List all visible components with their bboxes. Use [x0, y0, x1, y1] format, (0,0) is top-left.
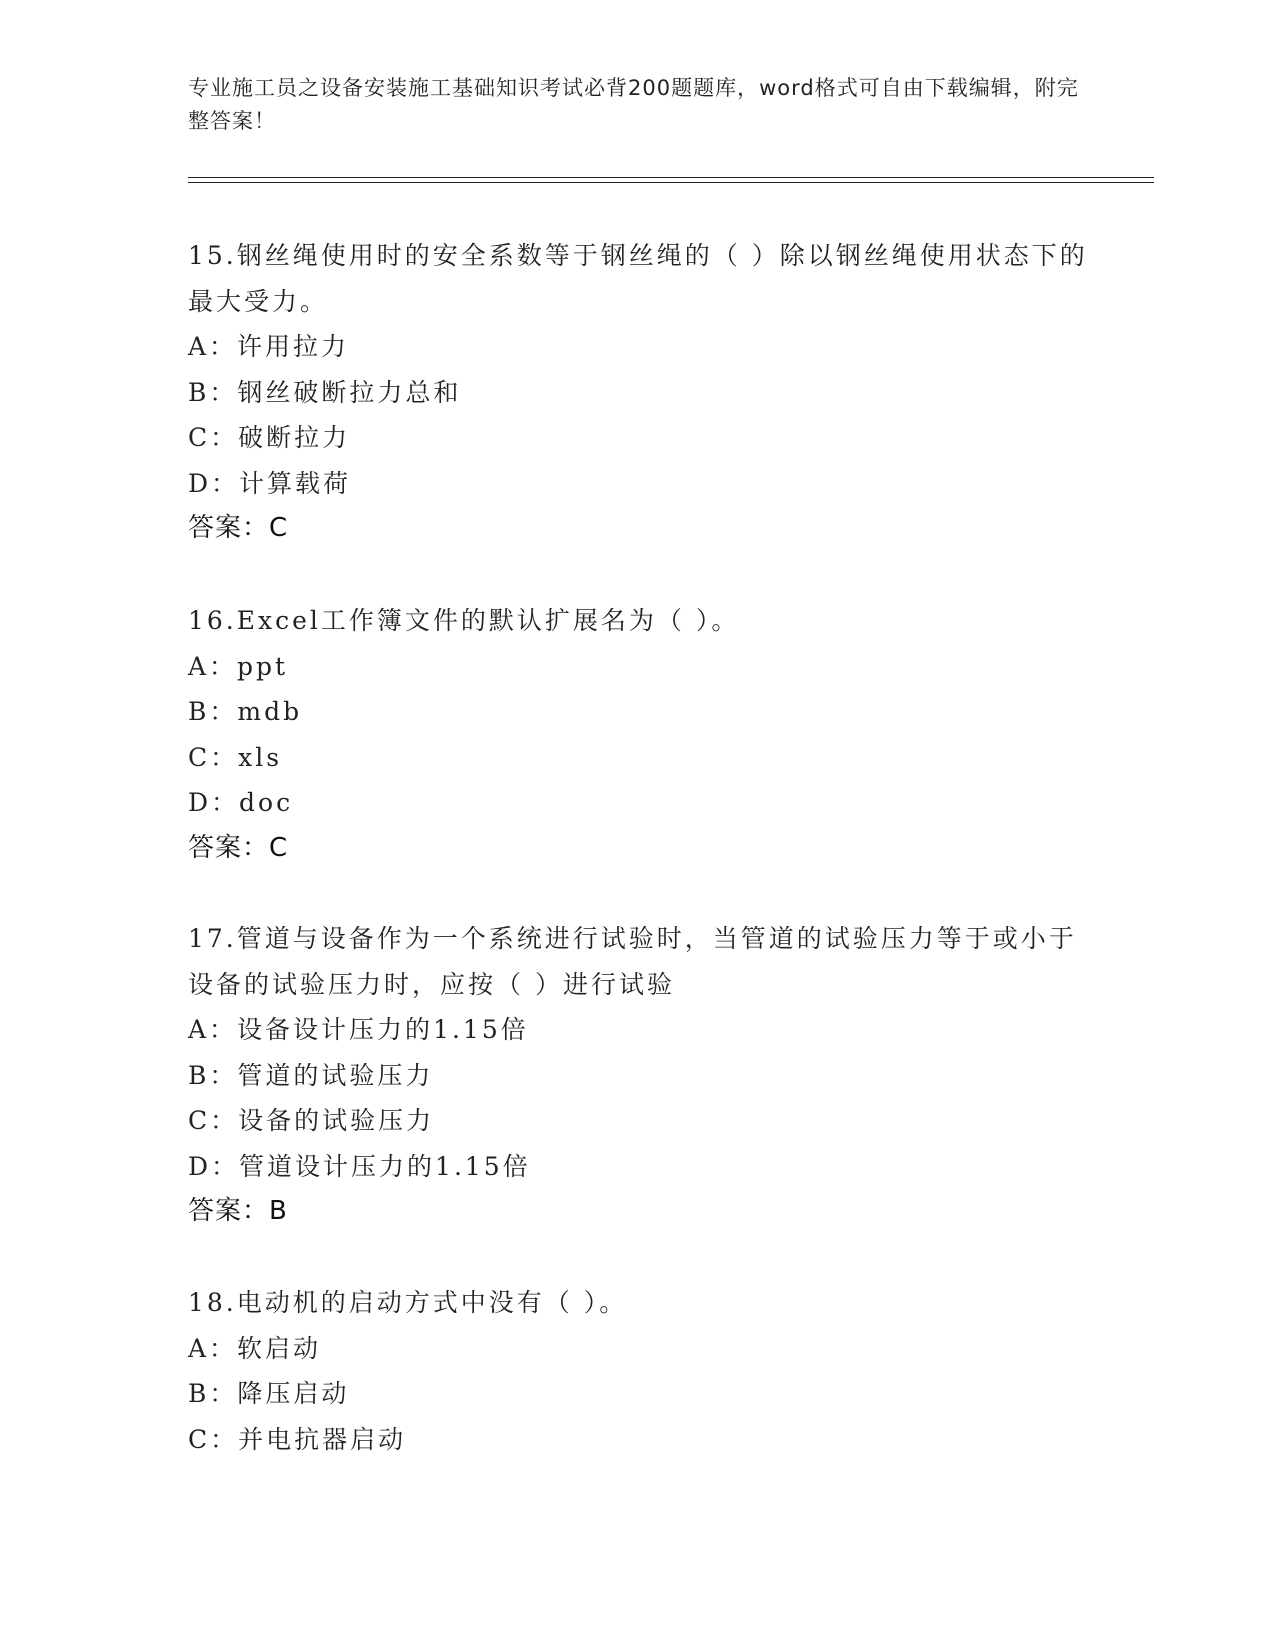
header-rule-bottom	[188, 182, 1154, 183]
header-rule-top	[188, 177, 1154, 178]
answer-line: 答案：C	[188, 513, 289, 543]
question-15	[188, 233, 1088, 552]
answer-line: 答案：B	[188, 1196, 288, 1226]
option-d: D：计算载荷	[188, 468, 352, 498]
option-d: D：管道设计压力的1.15倍	[188, 1151, 531, 1181]
question-17	[188, 916, 1088, 1235]
option-c: C：破断拉力	[188, 423, 351, 452]
answer-line: 答案：C	[188, 832, 289, 863]
question-18	[188, 1280, 1088, 1462]
option-a: A：ppt	[188, 651, 289, 681]
option-c: C：设备的试验压力	[188, 1106, 435, 1135]
option-a: A：软启动	[188, 1333, 322, 1363]
question-16	[188, 598, 1088, 871]
question-stem: 17.管道与设备作为一个系统进行试验时，当管道的试验压力等于或小于设备的试验压力时，应按（ ）进行试验	[188, 924, 1077, 999]
option-c: C：并电抗器启动	[188, 1424, 407, 1454]
option-a: A：设备设计压力的1.15倍	[188, 1015, 529, 1044]
option-b: B：钢丝破断拉力总和	[188, 377, 462, 407]
question-stem: 15.钢丝绳使用时的安全系数等于钢丝绳的（ ）除以钢丝绳使用状态下的最大受力。	[188, 241, 1088, 316]
option-b: B：降压启动	[188, 1379, 350, 1408]
option-d: D：doc	[188, 788, 294, 817]
question-stem: 18.电动机的启动方式中没有（ ）。	[188, 1288, 628, 1317]
question-stem: 16.Excel工作簿文件的默认扩展名为（ ）。	[188, 606, 740, 635]
document-header: 专业施工员之设备安装施工基础知识考试必背200题题库，word格式可自由下载编辑，附完整答案！	[188, 76, 1079, 133]
option-b: B：mdb	[188, 697, 303, 726]
option-b: B：管道的试验压力	[188, 1060, 434, 1090]
option-c: C：xls	[188, 742, 283, 772]
option-a: A：许用拉力	[188, 332, 350, 361]
